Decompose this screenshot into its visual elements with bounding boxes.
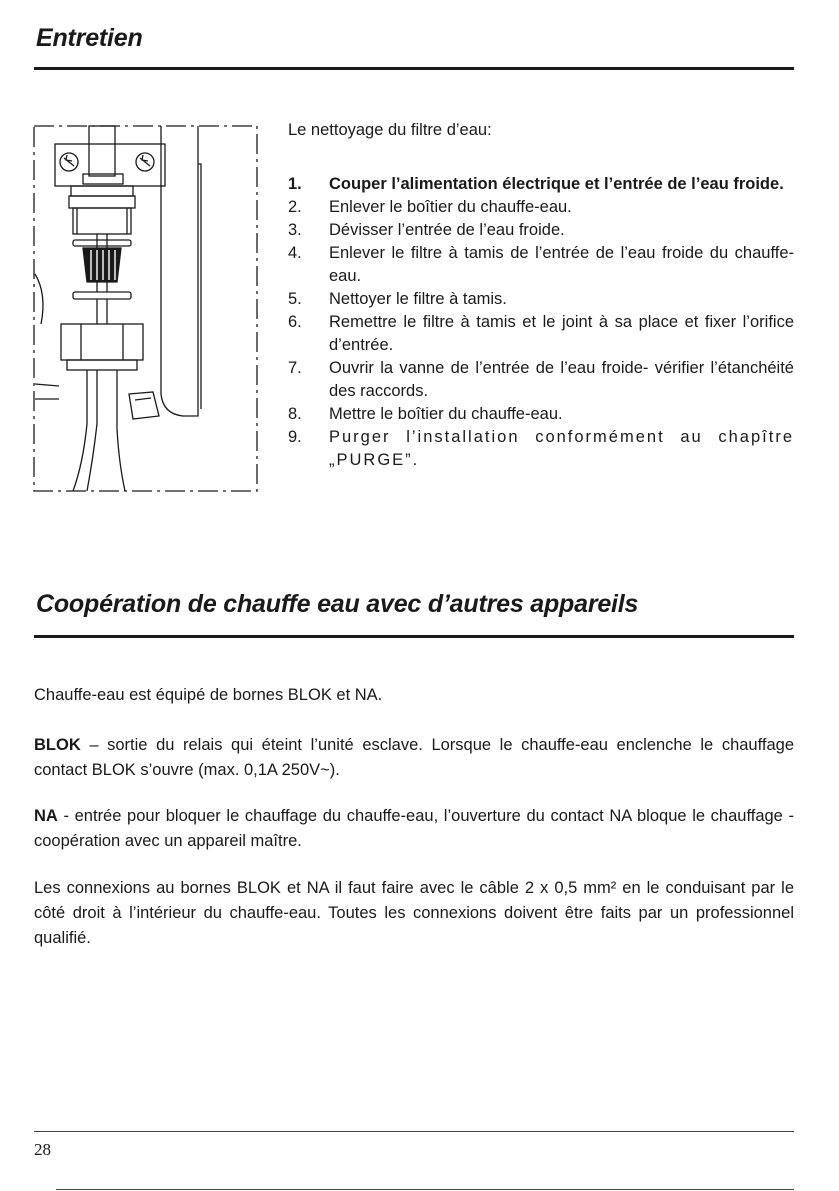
maintenance-steps-list — [288, 173, 794, 472]
section-divider — [34, 67, 794, 70]
label-na: NA — [34, 807, 58, 825]
paragraph-blok — [34, 733, 794, 783]
step-number: 4. — [288, 244, 302, 262]
step-number: 7. — [288, 359, 302, 377]
filter-cleaning-intro: Le nettoyage du filtre d’eau: — [288, 121, 492, 139]
step-text: Enlever le boîtier du chauffe-eau. — [329, 198, 572, 216]
step-number: 1. — [288, 175, 302, 193]
step-number: 8. — [288, 405, 302, 423]
bottom-divider — [56, 1189, 794, 1190]
step-text: Remettre le filtre à tamis et le joint à sa place et fixer l’orifice d’entrée. — [329, 313, 794, 354]
water-filter-illustration — [33, 124, 259, 494]
page-number: 28 — [34, 1140, 51, 1159]
list-item — [288, 242, 794, 288]
label-blok: BLOK — [34, 736, 81, 754]
section-divider — [34, 635, 794, 638]
step-number: 3. — [288, 221, 302, 239]
paragraph-terminals: Chauffe-eau est équipé de bornes BLOK et NA. — [34, 686, 383, 704]
list-item — [288, 311, 794, 357]
list-item — [288, 196, 794, 219]
step-text: Dévisser l’entrée de l’eau froide. — [329, 221, 565, 239]
step-number: 9. — [288, 428, 302, 446]
blok-description: – sortie du relais qui éteint l’unité esclave. Lorsque le chauffe-eau enclenche le chauffage contact BLOK s’ouvre (max. 0,1A 250V~). — [34, 736, 794, 779]
footer-divider — [34, 1131, 794, 1132]
section-title-entretien: Entretien — [36, 24, 143, 52]
step-text: Purger l’installation conformément au chapître „PURGE”. — [329, 428, 794, 469]
step-text: Ouvrir la vanne de l’entrée de l’eau froide- vérifier l’étanchéité des raccords. — [329, 359, 794, 400]
list-item — [288, 426, 794, 472]
list-item — [288, 219, 794, 242]
step-text: Couper l’alimentation électrique et l’entrée de l’eau froide. — [329, 175, 784, 193]
step-text: Enlever le filtre à tamis de l’entrée de l’eau froide du chauffe-eau. — [329, 244, 794, 285]
list-item — [288, 173, 794, 196]
na-description: - entrée pour bloquer le chauffage du chauffe-eau, l’ouverture du contact NA bloque le chauffage - coopération avec un appareil maître. — [34, 807, 794, 850]
step-text: Mettre le boîtier du chauffe-eau. — [329, 405, 563, 423]
list-item — [288, 357, 794, 403]
list-item — [288, 403, 794, 426]
step-number: 6. — [288, 313, 302, 331]
step-text: Nettoyer le filtre à tamis. — [329, 290, 507, 308]
paragraph-connections: Les connexions au bornes BLOK et NA il faut faire avec le câble 2 x 0,5 mm² en le conduisant par le côté droit à l’intérieur du chauffe-eau. Toutes les connexions doivent être faits par un professionnel qualifié. — [34, 879, 794, 947]
paragraph-na — [34, 804, 794, 854]
step-number: 5. — [288, 290, 302, 308]
step-number: 2. — [288, 198, 302, 216]
section-title-cooperation: Coopération de chauffe eau avec d’autres appareils — [36, 590, 639, 618]
list-item — [288, 288, 794, 311]
